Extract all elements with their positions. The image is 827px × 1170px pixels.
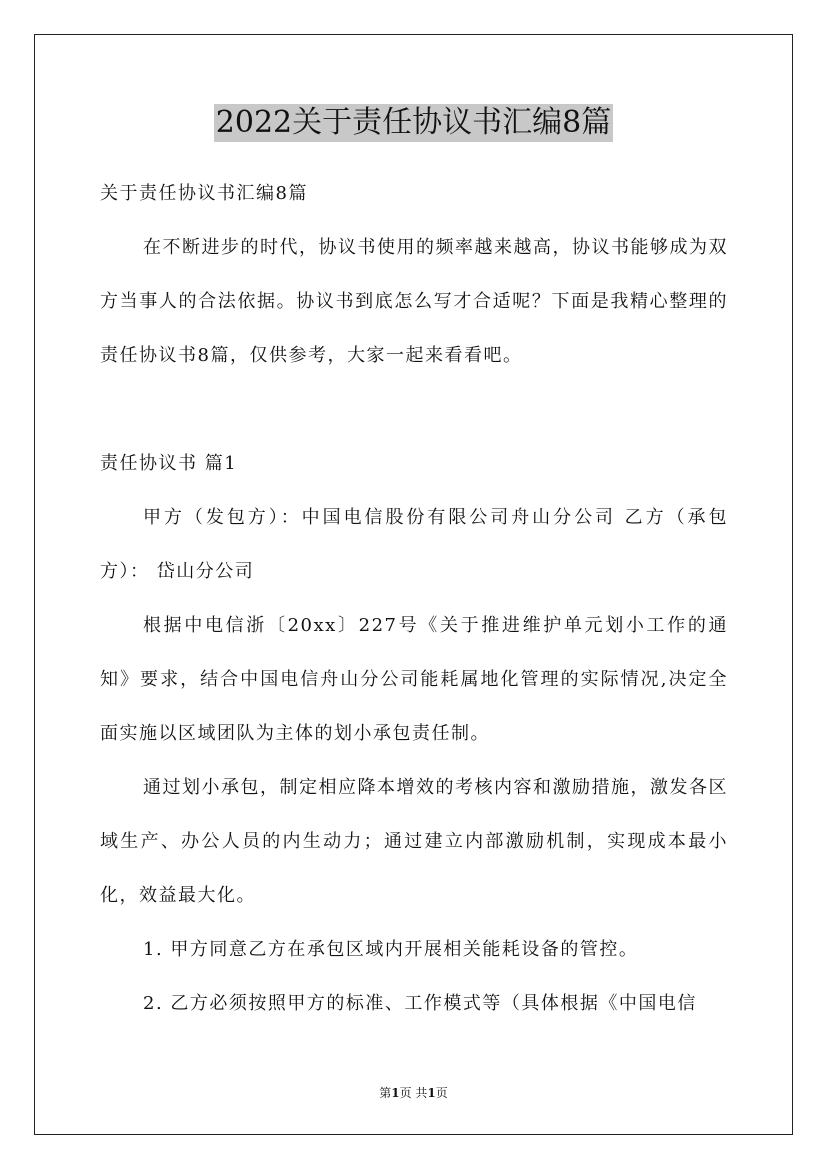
section-heading: 责任协议书 篇1	[100, 453, 238, 474]
footer-page-number: 1	[391, 1086, 400, 1100]
intro-paragraph: 在不断进步的时代，协议书使用的频率越来越高，协议书能够成为双方当事人的合法依据。协议书到底怎么写才合适呢？下面是我精心整理的责任协议书8篇，仅供参考，大家一起来看看吧。	[100, 237, 728, 366]
footer-prefix: 第	[379, 1086, 392, 1100]
footer-page-total: 1	[427, 1086, 436, 1100]
document-title: 2022关于责任协议书汇编8篇	[215, 105, 612, 140]
footer-mid: 页 共	[399, 1086, 428, 1100]
title-container	[0, 104, 827, 142]
paragraph-purpose: 通过划小承包，制定相应降本增效的考核内容和激励措施，激发各区域生产、办公人员的内生动力；通过建立内部激励机制，实现成本最小化，效益最大化。	[100, 777, 728, 906]
footer-suffix: 页	[435, 1086, 448, 1100]
clause-2: 2. 乙方必须按照甲方的标准、工作模式等（具体根据《中国电信	[143, 993, 697, 1014]
paragraph-parties: 甲方（发包方）：中国电信股份有限公司舟山分公司 乙方（承包方）： 岱山分公司	[100, 507, 728, 582]
paragraph-basis: 根据中电信浙〔20xx〕227号《关于推进维护单元划小工作的通知》要求，结合中国电信舟山分公司能耗属地化管理的实际情况,决定全面实施以区域团队为主体的划小承包责任制。	[100, 615, 728, 744]
page-footer	[0, 1085, 827, 1101]
subtitle: 关于责任协议书汇编8篇	[100, 183, 308, 204]
clause-1: 1. 甲方同意乙方在承包区域内开展相关能耗设备的管控。	[143, 939, 639, 960]
